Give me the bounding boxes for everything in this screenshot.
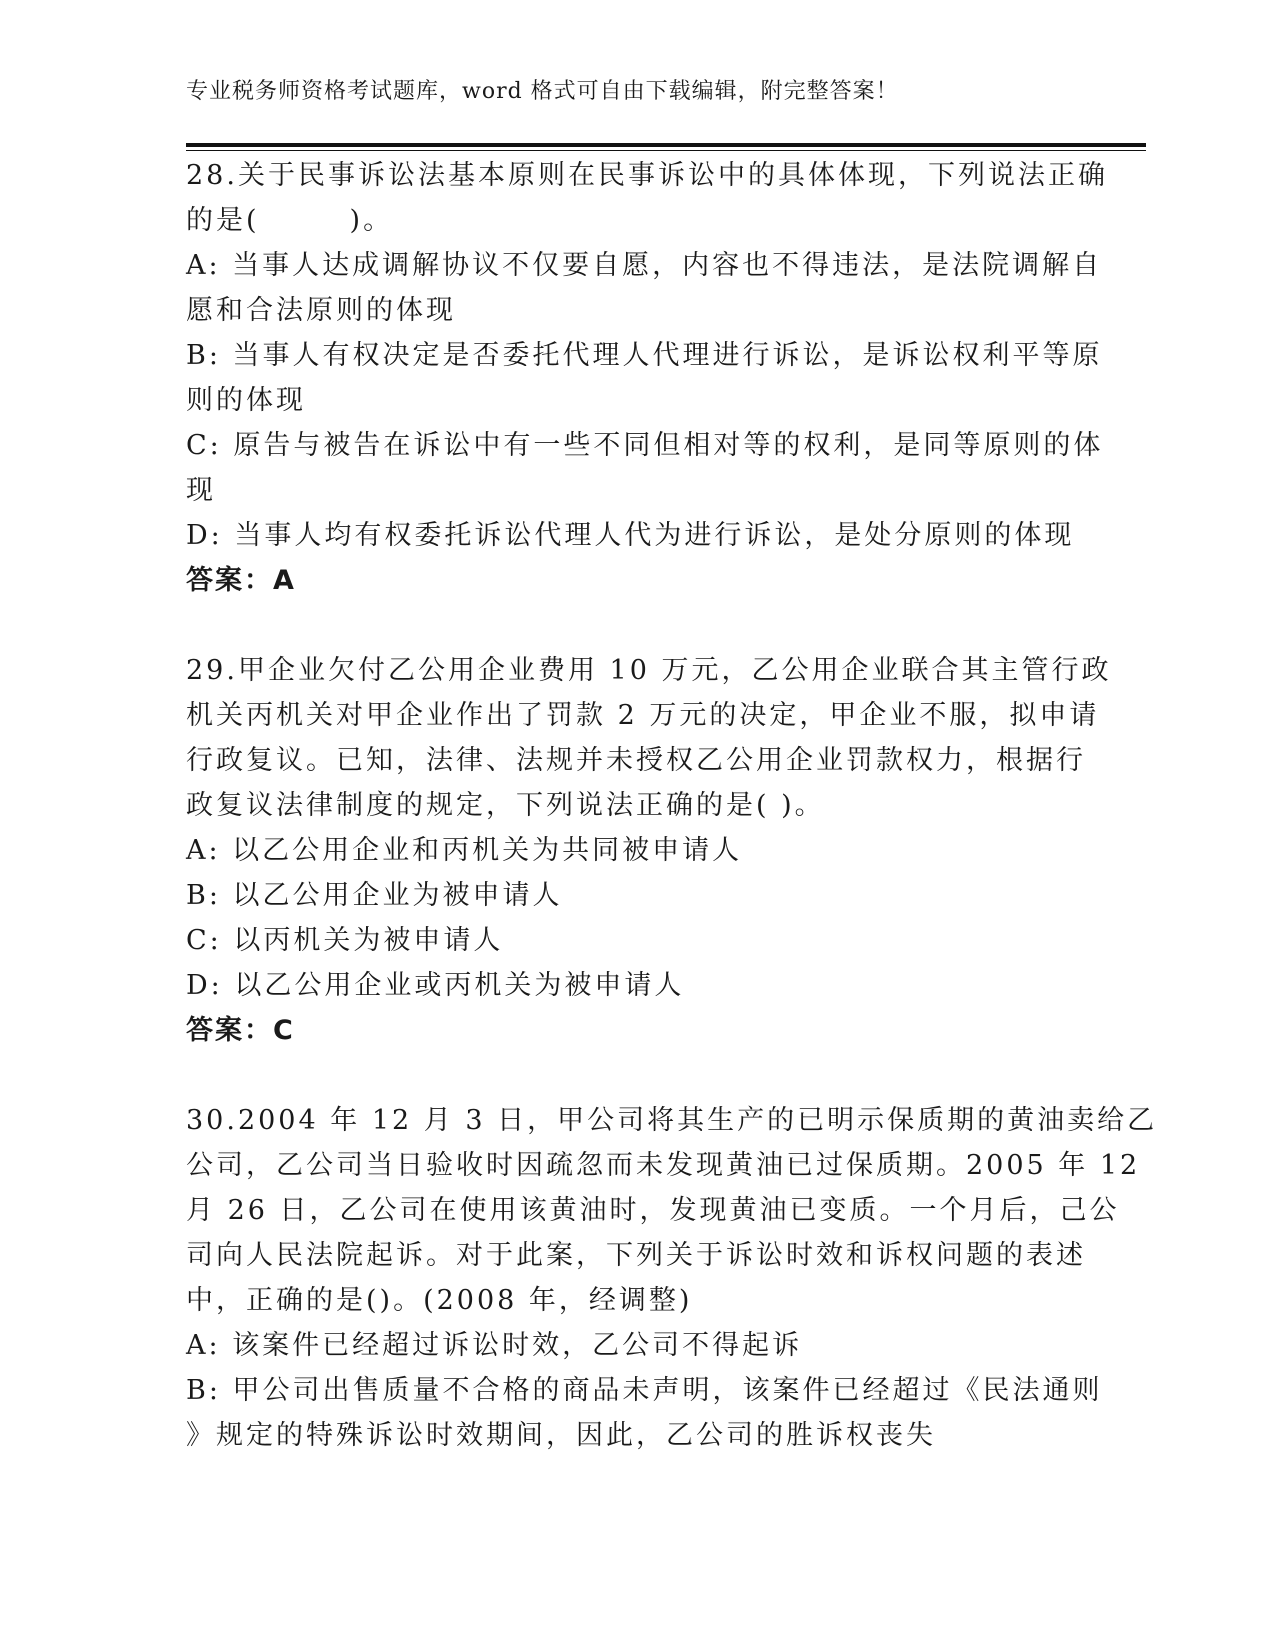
option-a: A: 该案件已经超过诉讼时效，乙公司不得起诉 — [186, 1330, 803, 1361]
question-stem-line: 司向人民法院起诉。对于此案，下列关于诉讼时效和诉权问题的表述 — [186, 1240, 1086, 1271]
option-line: B: 甲公司出售质量不合格的商品未声明，该案件已经超过《民法通则 — [186, 1375, 1103, 1406]
option-b — [186, 1368, 1103, 1458]
answer-label: 答案：A — [186, 565, 296, 596]
option-c: C: 以丙机关为被申请人 — [186, 925, 504, 956]
question-stem-line: 29.甲企业欠付乙公用企业费用 10 万元，乙公用企业联合其主管行政 — [186, 655, 1112, 686]
question-stem-line: 中，正确的是()。(2008 年，经调整) — [186, 1285, 693, 1316]
option-line: 》规定的特殊诉讼时效期间，因此，乙公司的胜诉权丧失 — [186, 1420, 936, 1451]
question-stem-line: 月 26 日，乙公司在使用该黄油时，发现黄油已变质。一个月后，己公 — [186, 1195, 1120, 1226]
question-stem-line: 30.2004 年 12 月 3 日，甲公司将其生产的已明示保质期的黄油卖给乙 — [186, 1105, 1158, 1136]
question-30 — [186, 1098, 1158, 1458]
option-line: 则的体现 — [186, 385, 306, 416]
option-d — [186, 513, 1086, 558]
option-line: C: 原告与被告在诉讼中有一些不同但相对等的权利，是同等原则的体 — [186, 430, 1104, 461]
option-line: A: 当事人达成调解协议不仅要自愿，内容也不得违法，是法院调解自 — [186, 250, 1103, 281]
option-a — [186, 243, 1103, 333]
option-c — [186, 423, 1104, 513]
answer-label: 答案：C — [186, 1015, 295, 1046]
option-line: B: 当事人有权决定是否委托代理人代理进行诉讼，是诉讼权利平等原 — [186, 340, 1103, 371]
header-rule-thick — [186, 143, 1146, 147]
question-28 — [186, 153, 1108, 603]
option-line: 愿和合法原则的体现 — [186, 295, 456, 326]
option-d: D: 以乙公用企业或丙机关为被申请人 — [186, 970, 685, 1001]
question-stem-line: 公司，乙公司当日验收时因疏忽而未发现黄油已过保质期。2005 年 12 — [186, 1150, 1141, 1181]
option-b: B: 以乙公用企业为被申请人 — [186, 880, 563, 911]
question-stem-line: 的是( )。 — [186, 205, 394, 236]
option-line: D: 当事人均有权委托诉讼代理人代为进行诉讼，是处分原则的体现 — [186, 520, 1075, 551]
header-rule-thin — [186, 150, 1146, 151]
question-list — [186, 153, 1158, 1458]
option-line: 现 — [186, 475, 216, 506]
question-stem-line: 政复议法律制度的规定，下列说法正确的是( )。 — [186, 790, 825, 821]
option-a: A: 以乙公用企业和丙机关为共同被申请人 — [186, 835, 743, 866]
spacer — [186, 1053, 1086, 1098]
question-stem-line: 机关丙机关对甲企业作出了罚款 2 万元的决定，甲企业不服，拟申请 — [186, 700, 1100, 731]
page-header: 专业税务师资格考试题库，word 格式可自由下载编辑，附完整答案！ — [186, 79, 899, 104]
question-stem-line: 行政复议。已知，法律、法规并未授权乙公用企业罚款权力，根据行 — [186, 745, 1086, 776]
question-29 — [186, 648, 1112, 1053]
spacer — [186, 603, 1086, 648]
question-stem-line: 28.关于民事诉讼法基本原则在民事诉讼中的具体体现，下列说法正确 — [186, 160, 1108, 191]
option-b — [186, 333, 1103, 423]
